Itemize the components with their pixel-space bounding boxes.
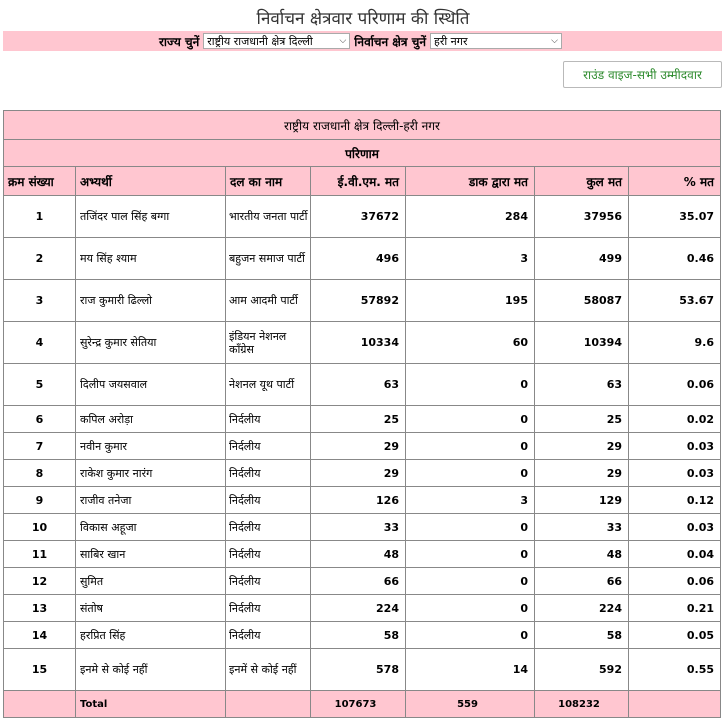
table-row	[4, 280, 721, 322]
row-vote-percent: 35.07	[629, 196, 721, 238]
row-evm-votes: 29	[311, 433, 406, 460]
total-blank	[629, 691, 721, 718]
table-row	[4, 487, 721, 514]
row-evm-votes: 48	[311, 541, 406, 568]
row-candidate: कपिल अरोड़ा	[76, 406, 226, 433]
row-party: इंडियन नेशनल कॉंग्रेस	[226, 322, 311, 364]
row-sno: 14	[4, 622, 76, 649]
row-postal-votes: 0	[406, 433, 535, 460]
row-candidate: नवीन कुमार	[76, 433, 226, 460]
constituency-select-value: हरी नगर	[434, 34, 468, 48]
row-postal-votes: 0	[406, 541, 535, 568]
state-select[interactable]	[203, 33, 350, 49]
row-total-votes: 224	[535, 595, 629, 622]
table-row	[4, 568, 721, 595]
row-total-votes: 33	[535, 514, 629, 541]
row-postal-votes: 0	[406, 364, 535, 406]
row-candidate: राकेश कुमार नारंग	[76, 460, 226, 487]
table-row	[4, 433, 721, 460]
col-header-party: दल का नाम	[226, 167, 311, 196]
row-party: निर्दलीय	[226, 541, 311, 568]
row-total-votes: 58	[535, 622, 629, 649]
row-candidate: राजीव तनेजा	[76, 487, 226, 514]
row-party: बहुजन समाज पार्टी	[226, 238, 311, 280]
row-sno: 12	[4, 568, 76, 595]
row-postal-votes: 0	[406, 622, 535, 649]
row-total-votes: 48	[535, 541, 629, 568]
row-evm-votes: 66	[311, 568, 406, 595]
row-sno: 2	[4, 238, 76, 280]
row-party: नेशनल यूथ पार्टी	[226, 364, 311, 406]
col-header-postal: डाक द्वारा मत	[406, 167, 535, 196]
row-total-votes: 29	[535, 433, 629, 460]
row-postal-votes: 60	[406, 322, 535, 364]
row-total-votes: 63	[535, 364, 629, 406]
row-postal-votes: 0	[406, 406, 535, 433]
column-header-row	[4, 167, 721, 196]
state-select-value: राष्ट्रीय राजधानी क्षेत्र दिल्ली	[207, 34, 313, 48]
row-sno: 10	[4, 514, 76, 541]
row-candidate: मय सिंह श्याम	[76, 238, 226, 280]
row-sno: 9	[4, 487, 76, 514]
table-row	[4, 196, 721, 238]
row-sno: 11	[4, 541, 76, 568]
row-party: भारतीय जनता पार्टी	[226, 196, 311, 238]
row-postal-votes: 3	[406, 487, 535, 514]
row-sno: 8	[4, 460, 76, 487]
row-vote-percent: 53.67	[629, 280, 721, 322]
row-party: निर्दलीय	[226, 433, 311, 460]
table-row	[4, 406, 721, 433]
row-party: निर्दलीय	[226, 514, 311, 541]
row-sno: 3	[4, 280, 76, 322]
table-row	[4, 238, 721, 280]
row-sno: 1	[4, 196, 76, 238]
row-evm-votes: 496	[311, 238, 406, 280]
total-blank	[226, 691, 311, 718]
row-vote-percent: 0.06	[629, 364, 721, 406]
row-vote-percent: 0.04	[629, 541, 721, 568]
row-vote-percent: 0.03	[629, 514, 721, 541]
row-evm-votes: 126	[311, 487, 406, 514]
row-candidate: हरप्रित सिंह	[76, 622, 226, 649]
constituency-select[interactable]	[430, 33, 562, 49]
row-total-votes: 129	[535, 487, 629, 514]
row-vote-percent: 0.06	[629, 568, 721, 595]
row-vote-percent: 0.46	[629, 238, 721, 280]
total-votes: 108232	[535, 691, 629, 718]
page-title: निर्वाचन क्षेत्रवार परिणाम की स्थिति	[256, 9, 470, 29]
row-party: आम आदमी पार्टी	[226, 280, 311, 322]
row-postal-votes: 14	[406, 649, 535, 691]
row-vote-percent: 0.05	[629, 622, 721, 649]
col-header-pct: % मत	[629, 167, 721, 196]
total-evm: 107673	[311, 691, 406, 718]
row-candidate: राज कुमारी ढिल्लो	[76, 280, 226, 322]
row-evm-votes: 224	[311, 595, 406, 622]
row-vote-percent: 0.21	[629, 595, 721, 622]
row-sno: 5	[4, 364, 76, 406]
table-subheading: परिणाम	[4, 140, 721, 167]
row-total-votes: 499	[535, 238, 629, 280]
table-heading: राष्ट्रीय राजधानी क्षेत्र दिल्ली-हरी नगर	[4, 111, 721, 140]
row-postal-votes: 0	[406, 595, 535, 622]
col-header-sno: क्रम संख्या	[4, 167, 76, 196]
filter-bar	[3, 31, 722, 51]
row-total-votes: 25	[535, 406, 629, 433]
table-row	[4, 514, 721, 541]
row-candidate: सुमित	[76, 568, 226, 595]
row-total-votes: 29	[535, 460, 629, 487]
row-party: निर्दलीय	[226, 487, 311, 514]
row-candidate: इनमे से कोई नहीं	[76, 649, 226, 691]
row-candidate: तजिंदर पाल सिंह बग्गा	[76, 196, 226, 238]
row-vote-percent: 0.55	[629, 649, 721, 691]
row-evm-votes: 63	[311, 364, 406, 406]
row-evm-votes: 578	[311, 649, 406, 691]
row-postal-votes: 284	[406, 196, 535, 238]
table-row	[4, 322, 721, 364]
row-total-votes: 592	[535, 649, 629, 691]
chevron-down-icon: ⌵	[551, 36, 558, 46]
row-party: निर्दलीय	[226, 406, 311, 433]
row-total-votes: 37956	[535, 196, 629, 238]
total-blank	[4, 691, 76, 718]
table-row	[4, 595, 721, 622]
row-evm-votes: 57892	[311, 280, 406, 322]
col-header-evm: ई.वी.एम. मत	[311, 167, 406, 196]
row-postal-votes: 0	[406, 460, 535, 487]
row-postal-votes: 0	[406, 514, 535, 541]
results-table-container	[3, 110, 720, 718]
chevron-down-icon: ⌵	[339, 36, 347, 46]
row-evm-votes: 25	[311, 406, 406, 433]
row-party: इनमें से कोई नहीं	[226, 649, 311, 691]
row-total-votes: 66	[535, 568, 629, 595]
row-vote-percent: 0.12	[629, 487, 721, 514]
row-vote-percent: 9.6	[629, 322, 721, 364]
row-vote-percent: 0.03	[629, 460, 721, 487]
table-row	[4, 541, 721, 568]
results-body	[4, 196, 721, 691]
table-row	[4, 364, 721, 406]
row-postal-votes: 195	[406, 280, 535, 322]
row-vote-percent: 0.02	[629, 406, 721, 433]
row-sno: 7	[4, 433, 76, 460]
row-total-votes: 58087	[535, 280, 629, 322]
row-postal-votes: 3	[406, 238, 535, 280]
row-evm-votes: 10334	[311, 322, 406, 364]
row-evm-votes: 29	[311, 460, 406, 487]
row-party: निर्दलीय	[226, 460, 311, 487]
row-evm-votes: 58	[311, 622, 406, 649]
constituency-label: निर्वाचन क्षेत्र चुनें	[354, 34, 426, 49]
row-party: निर्दलीय	[226, 595, 311, 622]
row-sno: 13	[4, 595, 76, 622]
row-candidate: विकास अहूजा	[76, 514, 226, 541]
round-wise-button[interactable]: राउंड वाइज-सभी उम्मीदवार	[563, 61, 722, 88]
row-vote-percent: 0.03	[629, 433, 721, 460]
row-candidate: संतोष	[76, 595, 226, 622]
row-candidate: दिलीप जयसवाल	[76, 364, 226, 406]
row-evm-votes: 37672	[311, 196, 406, 238]
row-total-votes: 10394	[535, 322, 629, 364]
row-sno: 4	[4, 322, 76, 364]
row-sno: 15	[4, 649, 76, 691]
row-sno: 6	[4, 406, 76, 433]
total-row	[4, 691, 721, 718]
col-header-candidate: अभ्यर्थी	[76, 167, 226, 196]
row-candidate: सुरेन्द्र कुमार सेतिया	[76, 322, 226, 364]
row-party: निर्दलीय	[226, 622, 311, 649]
row-evm-votes: 33	[311, 514, 406, 541]
row-party: निर्दलीय	[226, 568, 311, 595]
row-candidate: साबिर खान	[76, 541, 226, 568]
state-label: राज्य चुनें	[158, 34, 200, 49]
col-header-total: कुल मत	[535, 167, 629, 196]
total-postal: 559	[406, 691, 535, 718]
table-row	[4, 622, 721, 649]
results-table	[3, 110, 721, 718]
table-row	[4, 460, 721, 487]
row-postal-votes: 0	[406, 568, 535, 595]
table-row	[4, 649, 721, 691]
total-label: Total	[76, 691, 226, 718]
